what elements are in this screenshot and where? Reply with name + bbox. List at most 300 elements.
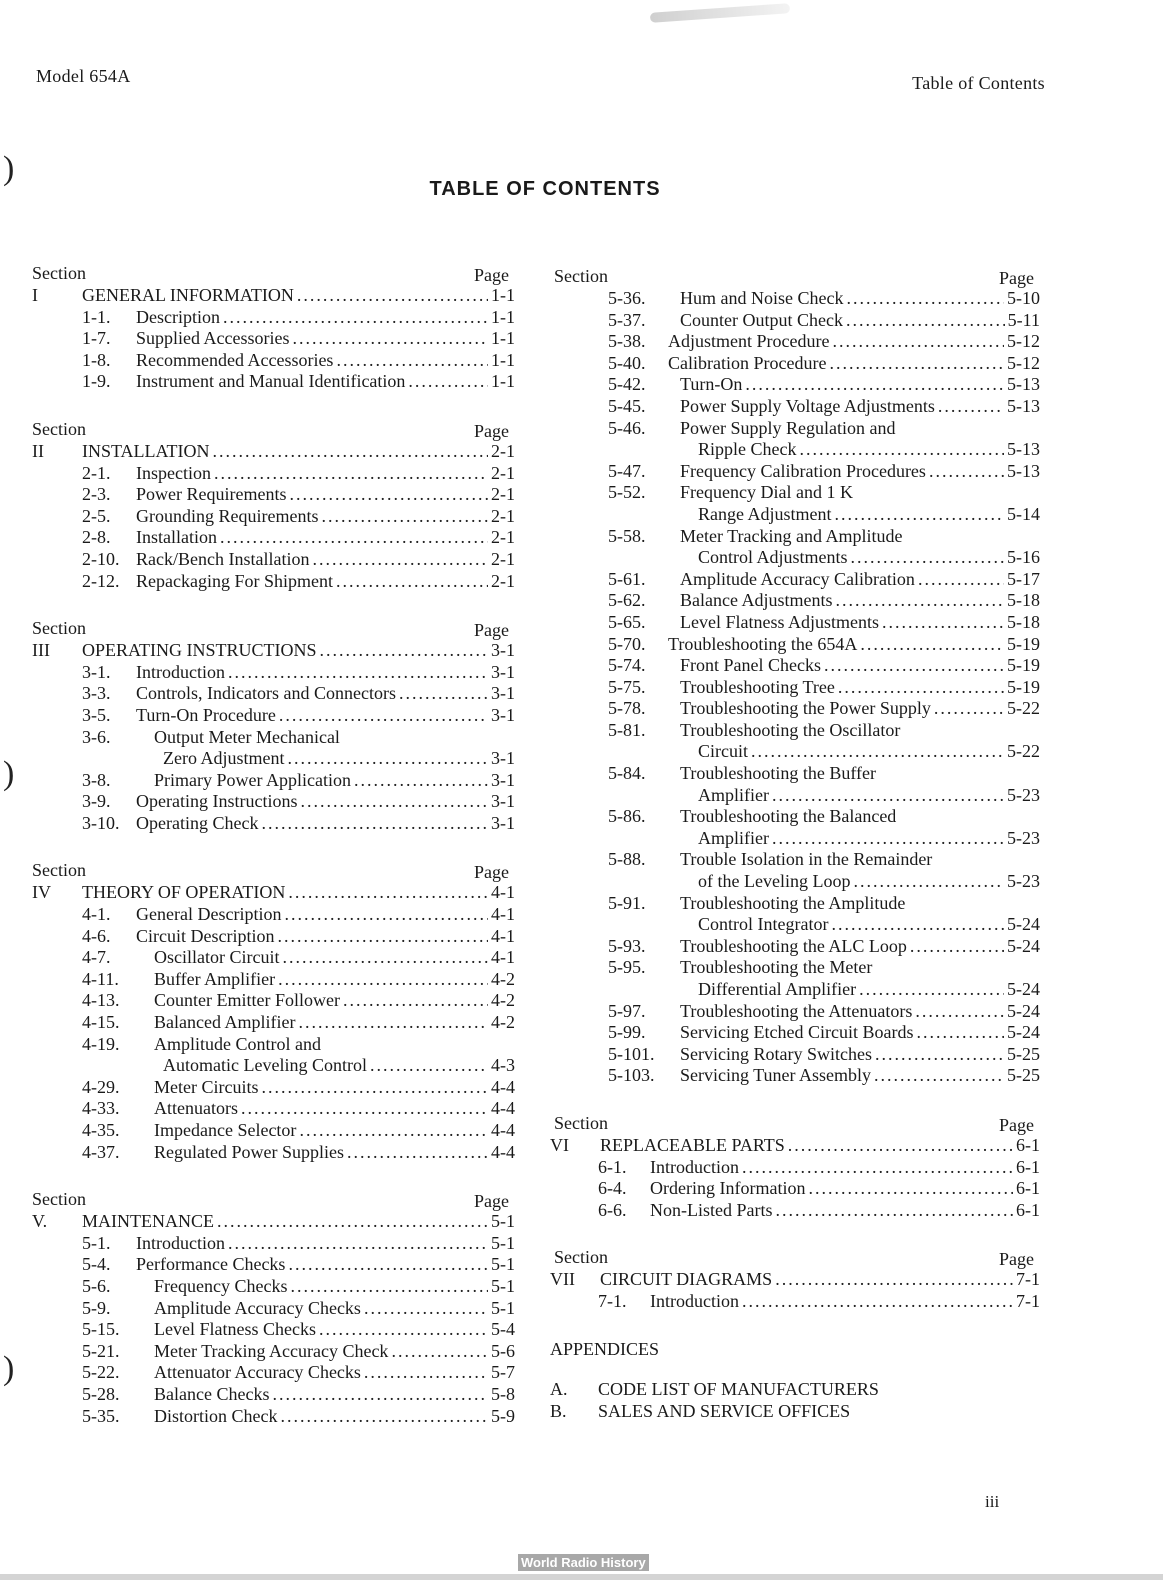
entry-page: 5-14 bbox=[1007, 503, 1040, 524]
entry-page: 7-1 bbox=[1016, 1269, 1040, 1290]
entry-number: 5-47. bbox=[608, 460, 646, 481]
entry-title: Circuit Description bbox=[136, 925, 275, 946]
entry-number: 5-101. bbox=[608, 1043, 655, 1064]
dot-leader bbox=[213, 441, 488, 463]
entry-title: Differential Amplifier bbox=[698, 979, 857, 999]
entry-page: 5-1 bbox=[491, 1297, 515, 1318]
entry-number: 6-6. bbox=[598, 1199, 627, 1220]
toc-entry bbox=[550, 720, 1040, 742]
entry-number: 5-6. bbox=[82, 1275, 111, 1296]
entry-page: 7-1 bbox=[1016, 1290, 1040, 1311]
entry-title: Meter Tracking Accuracy Check bbox=[154, 1340, 389, 1361]
entry-page: 6-1 bbox=[1016, 1156, 1040, 1177]
dot-leader bbox=[775, 1269, 1013, 1291]
entry-number: 5-61. bbox=[608, 568, 646, 589]
appendix-title: CODE LIST OF MANUFACTURERS bbox=[598, 1378, 879, 1399]
entry-number: V. bbox=[32, 1211, 48, 1232]
entry-page: 4-1 bbox=[491, 925, 515, 946]
appendix-entry bbox=[550, 1400, 1040, 1422]
entry-number: 4-35. bbox=[82, 1120, 120, 1140]
entry-page: 4-1 bbox=[491, 882, 515, 903]
dot-leader bbox=[261, 813, 488, 835]
dot-leader bbox=[408, 371, 488, 393]
entry-number: 5-78. bbox=[608, 698, 646, 719]
dot-leader bbox=[910, 936, 1004, 958]
toc-entry bbox=[550, 1200, 1040, 1222]
entry-page: 1-1 bbox=[491, 285, 515, 305]
dot-leader bbox=[298, 1012, 488, 1034]
entry-number: 4-33. bbox=[82, 1098, 120, 1119]
entry-title: Troubleshooting the Power Supply bbox=[680, 698, 931, 719]
dot-leader bbox=[214, 463, 488, 485]
toc-entry bbox=[28, 350, 515, 372]
entry-number: 5-70. bbox=[608, 633, 646, 654]
toc-entry bbox=[28, 1298, 515, 1320]
dot-leader bbox=[399, 683, 488, 705]
entry-title: Troubleshooting the Buffer bbox=[680, 763, 876, 784]
entry-number: 2-10. bbox=[82, 548, 120, 569]
dot-leader bbox=[829, 353, 1004, 375]
dot-leader bbox=[838, 677, 1004, 699]
entry-title: Counter Output Check bbox=[680, 309, 843, 330]
toc-entry bbox=[550, 504, 1040, 526]
dot-leader bbox=[319, 1319, 488, 1341]
dot-leader bbox=[279, 705, 488, 727]
entry-title: Ordering Information bbox=[650, 1178, 806, 1199]
entry-page: 5-12 bbox=[1007, 331, 1040, 352]
entry-title: Regulated Power Supplies bbox=[154, 1141, 344, 1162]
entry-number: 1-9. bbox=[82, 371, 111, 392]
entry-page: 5-10 bbox=[1007, 288, 1040, 308]
toc-entry bbox=[28, 727, 515, 749]
dot-leader bbox=[300, 791, 488, 813]
toc-entry bbox=[550, 482, 1040, 504]
entry-title: Amplitude Accuracy Calibration bbox=[680, 568, 915, 589]
dot-leader bbox=[277, 926, 488, 948]
dot-leader bbox=[831, 914, 1004, 936]
entry-title: Frequency Dial and 1 K bbox=[680, 482, 853, 503]
entry-title: Control Integrator bbox=[698, 914, 829, 935]
entry-page: 4-4 bbox=[491, 1076, 515, 1097]
toc-section bbox=[28, 618, 515, 834]
header-section-name: Table of Contents bbox=[912, 73, 1045, 93]
entry-page: 4-4 bbox=[491, 1098, 515, 1119]
dot-leader bbox=[343, 990, 488, 1012]
entry-title: MAINTENANCE bbox=[82, 1211, 214, 1232]
entry-page: 5-11 bbox=[1007, 309, 1040, 330]
toc-entry bbox=[550, 590, 1040, 612]
entry-page: 5-25 bbox=[1007, 1065, 1040, 1086]
entry-page: 3-1 bbox=[491, 748, 515, 769]
dot-leader bbox=[321, 506, 488, 528]
entry-page: 5-24 bbox=[1007, 935, 1040, 956]
toc-entry bbox=[28, 1341, 515, 1363]
entry-page: 3-1 bbox=[491, 812, 515, 833]
scan-smudge bbox=[650, 3, 790, 23]
entry-number: 5-93. bbox=[608, 935, 646, 956]
toc-section bbox=[28, 1189, 515, 1427]
toc-entry bbox=[550, 1135, 1040, 1157]
entry-title: Repackaging For Shipment bbox=[136, 570, 333, 591]
section-header bbox=[550, 1113, 1040, 1135]
entry-page: 5-23 bbox=[1007, 784, 1040, 805]
entry-title: Troubleshooting the Oscillator bbox=[680, 719, 901, 740]
entry-title: Level Flatness Adjustments bbox=[680, 611, 879, 632]
entry-number: 4-13. bbox=[82, 990, 120, 1011]
toc-entry bbox=[28, 1055, 515, 1077]
entry-page: 3-1 bbox=[491, 791, 515, 812]
entry-title: Attenuator Accuracy Checks bbox=[154, 1362, 361, 1383]
entry-number: 5-74. bbox=[608, 655, 646, 676]
toc-entry bbox=[28, 1254, 515, 1276]
entry-title: General Description bbox=[136, 904, 282, 925]
dot-leader bbox=[292, 328, 488, 350]
entry-title: Troubleshooting the Attenuators bbox=[680, 1000, 913, 1021]
entry-title: Buffer Amplifier bbox=[154, 968, 276, 989]
dot-leader bbox=[220, 527, 488, 549]
entry-title: Output Meter Mechanical bbox=[154, 726, 340, 747]
entry-number: 4-6. bbox=[82, 925, 111, 946]
toc-entry bbox=[28, 285, 515, 307]
toc-entry bbox=[28, 1034, 515, 1056]
entry-number: 6-1. bbox=[598, 1156, 627, 1177]
dot-leader bbox=[288, 882, 488, 904]
dot-leader bbox=[745, 374, 1004, 396]
entry-title: Ripple Check bbox=[698, 439, 797, 460]
footer-watermark: World Radio History bbox=[518, 1554, 649, 1571]
entry-number: 4-15. bbox=[82, 1012, 120, 1033]
dot-leader bbox=[859, 979, 1004, 1001]
entry-title: Controls, Indicators and Connectors bbox=[136, 683, 396, 704]
dot-leader bbox=[272, 1384, 488, 1406]
entry-title: CIRCUIT DIAGRAMS bbox=[600, 1269, 773, 1290]
entry-title: REPLACEABLE PARTS bbox=[600, 1134, 785, 1155]
appendix-letter: A. bbox=[550, 1378, 568, 1399]
entry-number: 4-11. bbox=[82, 968, 119, 989]
entry-number: 6-4. bbox=[598, 1178, 627, 1199]
entry-page: 5-1 bbox=[491, 1275, 515, 1296]
entry-number: 5-45. bbox=[608, 395, 646, 416]
entry-page: 5-4 bbox=[491, 1319, 515, 1340]
entry-title: Adjustment Procedure bbox=[668, 331, 830, 352]
dot-leader bbox=[775, 1200, 1013, 1222]
dot-leader bbox=[391, 1341, 488, 1363]
entry-title: Troubleshooting Tree bbox=[680, 676, 835, 697]
entry-number: 5-35. bbox=[82, 1405, 120, 1426]
toc-entry bbox=[28, 904, 515, 926]
entry-title: Turn-On Procedure bbox=[136, 704, 276, 725]
page-label: Page bbox=[474, 420, 509, 441]
header-model: Model 654A bbox=[36, 66, 131, 86]
toc-entry bbox=[550, 547, 1040, 569]
entry-number: 1-1. bbox=[82, 306, 111, 327]
entry-page: 5-24 bbox=[1007, 1022, 1040, 1043]
entry-number: 5-84. bbox=[608, 763, 646, 784]
entry-page: 5-24 bbox=[1007, 979, 1040, 999]
dot-leader bbox=[364, 1362, 488, 1384]
entry-number: IV bbox=[32, 882, 51, 903]
dot-leader bbox=[289, 484, 488, 506]
dot-leader bbox=[312, 549, 488, 571]
toc-section bbox=[28, 419, 515, 592]
entry-page: 6-1 bbox=[1016, 1134, 1040, 1155]
entry-number: 5-75. bbox=[608, 676, 646, 697]
entry-title: Impedance Selector bbox=[154, 1120, 297, 1140]
entry-page: 5-17 bbox=[1007, 568, 1040, 589]
entry-page: 4-1 bbox=[491, 947, 515, 968]
entry-title: GENERAL INFORMATION bbox=[82, 285, 294, 305]
dot-leader bbox=[938, 396, 1004, 418]
entry-page: 5-8 bbox=[491, 1383, 515, 1404]
toc-entry bbox=[28, 571, 515, 593]
dot-leader bbox=[846, 310, 1005, 332]
page-label: Page bbox=[999, 1249, 1034, 1270]
toc-entry bbox=[550, 871, 1040, 893]
toc-entry bbox=[28, 705, 515, 727]
entry-number: 7-1. bbox=[598, 1290, 627, 1311]
entry-title: Zero Adjustment bbox=[163, 748, 285, 769]
toc-section bbox=[550, 1247, 1040, 1312]
entry-title: Level Flatness Checks bbox=[154, 1319, 316, 1340]
appendix-letter: B. bbox=[550, 1400, 567, 1421]
section-header bbox=[28, 618, 515, 640]
entry-title: Rack/Bench Installation bbox=[136, 548, 310, 569]
entry-title: Meter Tracking and Amplitude bbox=[680, 525, 903, 546]
page-number: iii bbox=[985, 1492, 1000, 1511]
entry-title: Balance Checks bbox=[154, 1383, 270, 1404]
dot-leader bbox=[929, 461, 1004, 483]
toc-entry bbox=[550, 526, 1040, 548]
entry-number: 1-8. bbox=[82, 349, 111, 370]
page-label: Page bbox=[999, 268, 1034, 288]
section-header bbox=[550, 1247, 1040, 1269]
entry-title: Power Supply Regulation and bbox=[680, 417, 896, 438]
entry-title: Distortion Check bbox=[154, 1405, 278, 1426]
entry-number: 5-46. bbox=[608, 417, 646, 438]
toc-entry bbox=[550, 1157, 1040, 1179]
dot-leader bbox=[742, 1291, 1013, 1313]
dot-leader bbox=[751, 741, 1004, 763]
section-label: Section bbox=[554, 266, 608, 286]
entry-title: Primary Power Application bbox=[154, 769, 351, 790]
entry-number: 5-86. bbox=[608, 806, 646, 827]
toc-entry bbox=[28, 1211, 515, 1233]
binding-mark: ) bbox=[3, 1350, 15, 1387]
entry-title: Grounding Requirements bbox=[136, 505, 319, 526]
dot-leader bbox=[832, 331, 1004, 353]
entry-title: Recommended Accessories bbox=[136, 349, 334, 370]
toc-entry bbox=[28, 549, 515, 571]
dot-leader bbox=[772, 785, 1004, 807]
entry-number: 5-52. bbox=[608, 482, 646, 503]
entry-number: 5-40. bbox=[608, 352, 646, 373]
entry-number: 5-21. bbox=[82, 1340, 120, 1361]
page-label: Page bbox=[999, 1114, 1034, 1135]
dot-leader bbox=[874, 1065, 1004, 1087]
entry-number: 5-28. bbox=[82, 1383, 120, 1404]
entry-number: 5-38. bbox=[608, 331, 646, 352]
toc-entry bbox=[550, 914, 1040, 936]
toc-entry bbox=[28, 371, 515, 393]
dot-leader bbox=[241, 1098, 488, 1120]
dot-leader bbox=[851, 547, 1004, 569]
toc-entry bbox=[550, 1291, 1040, 1313]
dot-leader bbox=[336, 350, 488, 372]
toc-entry bbox=[550, 763, 1040, 785]
entry-page: 5-13 bbox=[1007, 374, 1040, 395]
toc-entry bbox=[550, 1022, 1040, 1044]
dot-leader bbox=[336, 571, 488, 593]
entry-title: Power Requirements bbox=[136, 484, 287, 505]
entry-number: I bbox=[32, 285, 38, 305]
toc-entry bbox=[550, 741, 1040, 763]
entry-title: Operating Instructions bbox=[136, 791, 298, 812]
entry-page: 5-13 bbox=[1007, 460, 1040, 481]
toc-entry bbox=[28, 1098, 515, 1120]
entry-page: 6-1 bbox=[1016, 1199, 1040, 1220]
entry-page: 2-1 bbox=[491, 527, 515, 548]
entry-number: 4-1. bbox=[82, 904, 111, 925]
toc-entry bbox=[28, 484, 515, 506]
entry-title: Introduction bbox=[650, 1290, 739, 1311]
section-label: Section bbox=[32, 618, 86, 639]
entry-page: 5-19 bbox=[1007, 633, 1040, 654]
entry-title: Supplied Accessories bbox=[136, 328, 290, 349]
toc-entry bbox=[550, 310, 1040, 332]
entry-title: Hum and Noise Check bbox=[680, 288, 844, 308]
entry-page: 2-1 bbox=[491, 505, 515, 526]
entry-number: 5-9. bbox=[82, 1297, 111, 1318]
section-header bbox=[28, 263, 515, 285]
entry-page: 1-1 bbox=[491, 371, 515, 392]
toc-entry bbox=[28, 1362, 515, 1384]
section-label: Section bbox=[32, 1189, 86, 1210]
toc-entry bbox=[550, 806, 1040, 828]
dot-leader bbox=[284, 904, 488, 926]
dot-leader bbox=[915, 1001, 1004, 1023]
toc-entry bbox=[28, 882, 515, 904]
toc-entry bbox=[550, 612, 1040, 634]
entry-number: 2-5. bbox=[82, 505, 111, 526]
entry-page: 3-1 bbox=[491, 640, 515, 661]
dot-leader bbox=[347, 1142, 488, 1164]
entry-page: 5-19 bbox=[1007, 655, 1040, 676]
entry-page: 2-1 bbox=[491, 570, 515, 591]
entry-page: 2-1 bbox=[491, 440, 515, 461]
toc-entry bbox=[28, 1233, 515, 1255]
toc-entry bbox=[550, 288, 1040, 310]
entry-title: Amplitude Control and bbox=[154, 1033, 321, 1054]
entry-title: Performance Checks bbox=[136, 1254, 286, 1275]
toc-entry bbox=[550, 461, 1040, 483]
dot-leader bbox=[261, 1077, 488, 1099]
entry-number: 1-7. bbox=[82, 328, 111, 349]
toc-entry bbox=[550, 698, 1040, 720]
toc-entry bbox=[550, 655, 1040, 677]
toc-entry bbox=[550, 677, 1040, 699]
section-header bbox=[28, 860, 515, 882]
entry-title: Attenuators bbox=[154, 1098, 238, 1119]
entry-title: of the Leveling Loop bbox=[698, 871, 851, 892]
entry-title: Meter Circuits bbox=[154, 1076, 259, 1097]
toc-entry bbox=[550, 785, 1040, 807]
entry-title: Balance Adjustments bbox=[680, 590, 833, 611]
section-header bbox=[28, 1189, 515, 1211]
toc-entry bbox=[28, 1120, 515, 1142]
toc-entry bbox=[28, 813, 515, 835]
entry-number: 5-42. bbox=[608, 374, 646, 395]
entry-title: Introduction bbox=[136, 661, 225, 682]
entry-title: Inspection bbox=[136, 462, 211, 483]
section-label: Section bbox=[32, 860, 86, 881]
dot-leader bbox=[278, 969, 488, 991]
entry-page: 2-1 bbox=[491, 548, 515, 569]
entry-title: Oscillator Circuit bbox=[154, 947, 280, 968]
entry-page: 3-1 bbox=[491, 661, 515, 682]
section-label: Section bbox=[554, 1112, 608, 1133]
entry-number: 5-81. bbox=[608, 719, 646, 740]
footer-rule bbox=[0, 1574, 1163, 1580]
entry-number: 4-7. bbox=[82, 947, 111, 968]
entry-title: Non-Listed Parts bbox=[650, 1199, 773, 1220]
dot-leader bbox=[916, 1022, 1004, 1044]
toc-entry bbox=[28, 1142, 515, 1164]
toc-section bbox=[550, 266, 1040, 1087]
entry-title: Automatic Leveling Control bbox=[163, 1055, 367, 1076]
entry-title: Introduction bbox=[650, 1156, 739, 1177]
dot-leader bbox=[846, 288, 1004, 310]
entry-title: Control Adjustments bbox=[698, 547, 848, 568]
toc-entry bbox=[28, 1384, 515, 1406]
toc-entry bbox=[28, 506, 515, 528]
entry-page: 5-7 bbox=[491, 1362, 515, 1383]
entry-title: Troubleshooting the 654A bbox=[668, 633, 858, 654]
dot-leader bbox=[835, 590, 1004, 612]
entry-page: 5-1 bbox=[491, 1232, 515, 1253]
toc-entry bbox=[28, 1406, 515, 1428]
section-label: Section bbox=[554, 1247, 608, 1268]
dot-leader bbox=[772, 828, 1004, 850]
entry-page: 5-12 bbox=[1007, 352, 1040, 373]
entry-title: Troubleshooting the ALC Loop bbox=[680, 935, 907, 956]
toc-entry bbox=[550, 936, 1040, 958]
page-label: Page bbox=[474, 620, 509, 641]
entry-number: 3-1. bbox=[82, 661, 111, 682]
toc-right-column bbox=[550, 266, 1040, 1422]
entry-title: Trouble Isolation in the Remainder bbox=[680, 849, 933, 870]
dot-leader bbox=[282, 947, 488, 969]
entry-page: 5-13 bbox=[1007, 395, 1040, 416]
toc-entry bbox=[550, 418, 1040, 440]
toc-entry bbox=[550, 569, 1040, 591]
dot-leader bbox=[882, 612, 1004, 634]
entry-title: INSTALLATION bbox=[82, 440, 210, 461]
entry-number: 5-58. bbox=[608, 525, 646, 546]
entry-page: 5-13 bbox=[1007, 439, 1040, 460]
toc-entry bbox=[550, 634, 1040, 656]
entry-title: Circuit bbox=[698, 741, 748, 762]
entry-number: 5-91. bbox=[608, 892, 646, 913]
section-label: Section bbox=[32, 418, 86, 439]
entry-page: 3-1 bbox=[491, 769, 515, 790]
dot-leader bbox=[788, 1135, 1013, 1157]
dot-leader bbox=[223, 307, 488, 329]
entry-title: Amplifier bbox=[698, 827, 769, 848]
section-header bbox=[28, 419, 515, 441]
entry-number: 5-15. bbox=[82, 1319, 120, 1340]
entry-title: OPERATING INSTRUCTIONS bbox=[82, 640, 317, 661]
entry-number: 3-8. bbox=[82, 769, 111, 790]
